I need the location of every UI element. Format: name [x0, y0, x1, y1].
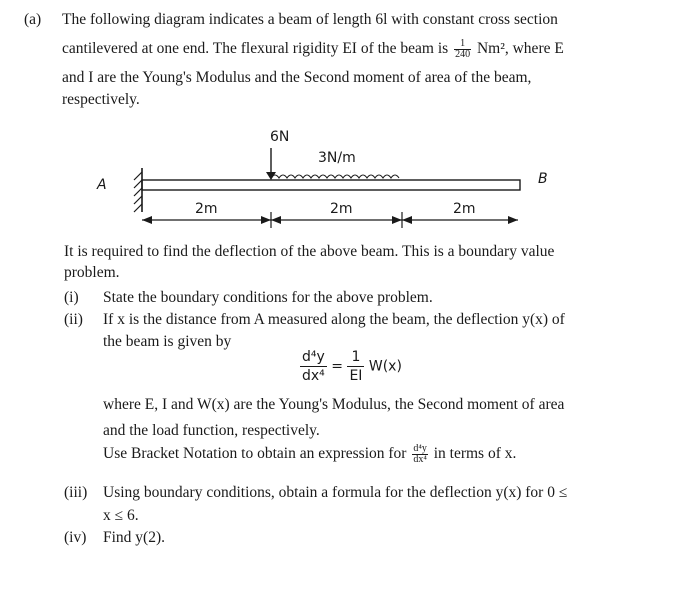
differential-equation [300, 348, 402, 385]
point-load-arrowhead [266, 172, 276, 180]
where-line-1: where E, I and W(x) are the Young's Modulus, the Second moment of area [103, 396, 565, 413]
rigidity-numerator: 1 [454, 39, 471, 50]
equals-sign: = [331, 358, 343, 375]
distributed-load [271, 175, 399, 178]
span-1-label: 2m [195, 201, 218, 217]
rigidity-text: cantilevered at one end. The flexural rigidity EI of the beam is [62, 40, 449, 57]
part-i-number: (i) [64, 289, 79, 306]
rigidity-units: Nm², where E [476, 40, 564, 57]
dim-arrow-right [508, 216, 518, 224]
rigidity-denominator: 240 [455, 48, 471, 60]
part-iv-number: (iv) [64, 529, 87, 546]
lhs-denominator: dx⁴ [302, 368, 325, 384]
rhs-fraction [347, 348, 364, 385]
part-iii-number: (iii) [64, 484, 88, 501]
dim-arrow-3-left [402, 216, 412, 224]
question-line-2 [62, 38, 564, 60]
bracket-notation-text: Use Bracket Notation to obtain an expression for [103, 445, 407, 462]
part-ii-text-2: the beam is given by [103, 333, 232, 350]
question-line-4: respectively. [62, 91, 140, 108]
inline-derivative [412, 444, 428, 465]
span-2-label: 2m [330, 201, 353, 217]
point-load-label: 6N [270, 129, 290, 145]
dim-arrow-2-left [271, 216, 281, 224]
body-line-2: problem. [64, 264, 120, 281]
dim-arrow-1-right [261, 216, 271, 224]
end-b-label: B [538, 171, 548, 187]
question-line-1: The following diagram indicates a beam of length 6l with constant cross section [62, 11, 558, 28]
question-label: (a) [24, 11, 42, 28]
where-line-3 [103, 443, 516, 465]
fixed-support-hatching [134, 172, 142, 212]
rhs-numerator: 1 [347, 348, 364, 367]
end-a-label: A [97, 177, 107, 193]
part-iii-text-2: x ≤ 6. [103, 507, 139, 524]
part-iv-text: Find y(2). [103, 529, 165, 546]
body-line-1: It is required to find the deflection of the above beam. This is a boundary value [64, 243, 555, 260]
dim-arrow-2-right [392, 216, 402, 224]
inline-derivative-denominator: dx⁴ [413, 453, 427, 465]
in-terms-text: in terms of x. [433, 445, 517, 462]
part-i-text: State the boundary conditions for the above problem. [103, 289, 433, 306]
lhs-numerator: d⁴y [302, 349, 325, 365]
dim-arrow-left [142, 216, 152, 224]
part-iii-text-1: Using boundary conditions, obtain a formula for the deflection y(x) for 0 ≤ [103, 484, 568, 501]
span-3-label: 2m [453, 201, 476, 217]
lhs-fraction [300, 348, 327, 385]
part-ii-text-1: If x is the distance from A measured along the beam, the deflection y(x) of [103, 311, 565, 328]
rigidity-fraction [454, 39, 471, 60]
question-line-3: and I are the Young's Modulus and the Second moment of area of the beam, [62, 69, 532, 86]
beam [142, 180, 520, 190]
load-function: W(x) [368, 358, 402, 375]
part-ii-number: (ii) [64, 311, 83, 328]
distributed-load-label: 3N/m [318, 150, 356, 166]
rhs-denominator: EI [349, 368, 363, 384]
where-line-2: and the load function, respectively. [103, 422, 320, 439]
inline-derivative-numerator: d⁴y [413, 442, 427, 454]
